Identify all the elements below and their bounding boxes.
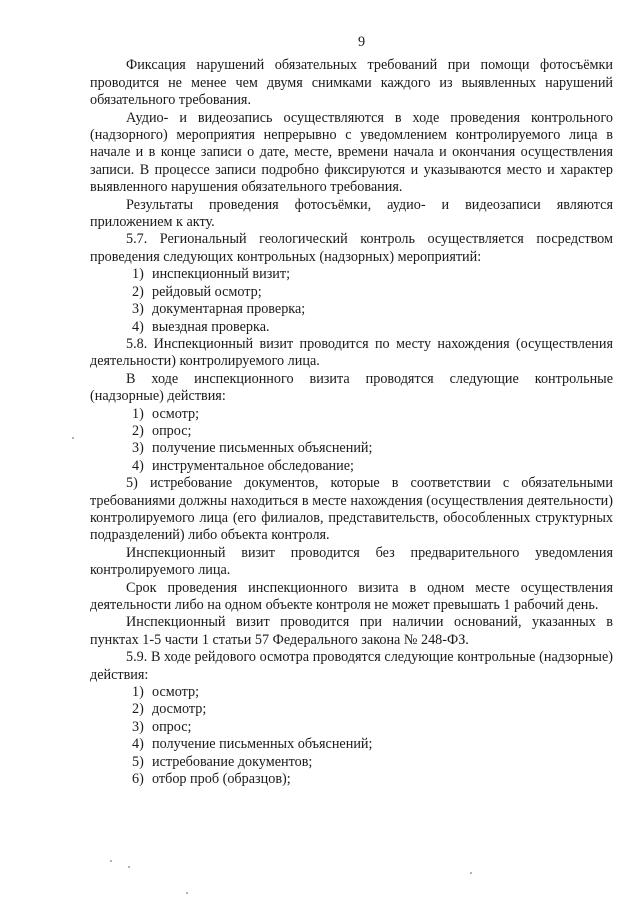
paragraph: Срок проведения инспекционного визита в одном месте осуществления деятельности либо на одном объекте контроля не может превышать 1 рабочий день.	[90, 579, 613, 613]
paragraph: 5.8. Инспекционный визит проводится по месту нахождения (осуществления деятельности) контролируемого лица.	[90, 335, 613, 370]
paragraph: 5.7. Региональный геологический контроль осуществляется посредством проведения следующих контрольных (надзорных) мероприятий:	[90, 231, 613, 265]
list-item: 4) инструментальное обследование;	[132, 457, 354, 474]
list-raid-actions	[90, 684, 613, 788]
list-item: 3) получение письменных объяснений;	[132, 440, 373, 457]
list-item: 3) опрос;	[132, 718, 192, 735]
paragraph: Инспекционный визит проводится при наличии оснований, указанных в пунктах 1-5 части 1 статьи 57 Федерального закона № 248-ФЗ.	[90, 614, 613, 648]
list-item: 1) осмотр;	[132, 405, 200, 422]
list-visit-actions	[90, 406, 613, 476]
list-item: 1) осмотр;	[132, 684, 200, 701]
list-item: 2) рейдовый осмотр;	[132, 283, 262, 300]
paragraph: Фиксация нарушений обязательных требований при помощи фотосъёмки проводится не менее чем двумя снимками каждого из выявленных нарушений обязательного требования.	[90, 57, 613, 109]
list-item: 3) документарная проверка;	[132, 301, 306, 318]
list-item: 1) инспекционный визит;	[132, 266, 291, 283]
list-item: 2) опрос;	[132, 422, 192, 439]
scan-speck	[110, 860, 112, 862]
paragraph: 5.9. В ходе рейдового осмотра проводятся следующие контрольные (надзорные) действия:	[90, 649, 613, 683]
list-item: 6) отбор проб (образцов);	[132, 771, 291, 788]
scan-speck	[470, 872, 472, 874]
paragraph: Инспекционный визит проводится без предварительного уведомления контролируемого лица.	[90, 544, 613, 579]
scan-speck	[72, 437, 74, 439]
page-number: 9	[357, 34, 366, 50]
list-item-long: 5) истребование документов, которые в соответствии с обязательными требованиями должны находиться в месте нахождения (осуществления деятельности) контролируемого лица (его филиалов, представительств, обособленных структурных подразделений) либо объекта контроля.	[90, 475, 613, 544]
paragraph: Результаты проведения фотосъёмки, аудио- и видеозаписи являются приложением к акту.	[90, 196, 613, 231]
list-item: 2) досмотр;	[132, 701, 207, 718]
scan-speck	[186, 892, 188, 894]
list-item: 4) получение письменных объяснений;	[132, 736, 373, 753]
list-item: 5) истребование документов;	[132, 753, 313, 770]
scan-speck	[128, 866, 130, 868]
paragraph: В ходе инспекционного визита проводятся следующие контрольные (надзорные) действия:	[90, 370, 613, 405]
paragraph: Аудио- и видеозапись осуществляются в ходе проведения контрольного (надзорного) мероприятия непрерывно с уведомлением контролируемого лица в начале и в конце записи о дате, месте, времени начала и окончания осуществления записи. В процессе записи подробно фиксируются и указываются место и характер выявленного нарушения обязательного требования.	[90, 109, 613, 196]
list-item: 4) выездная проверка.	[132, 318, 270, 335]
list-control-events	[90, 266, 613, 336]
